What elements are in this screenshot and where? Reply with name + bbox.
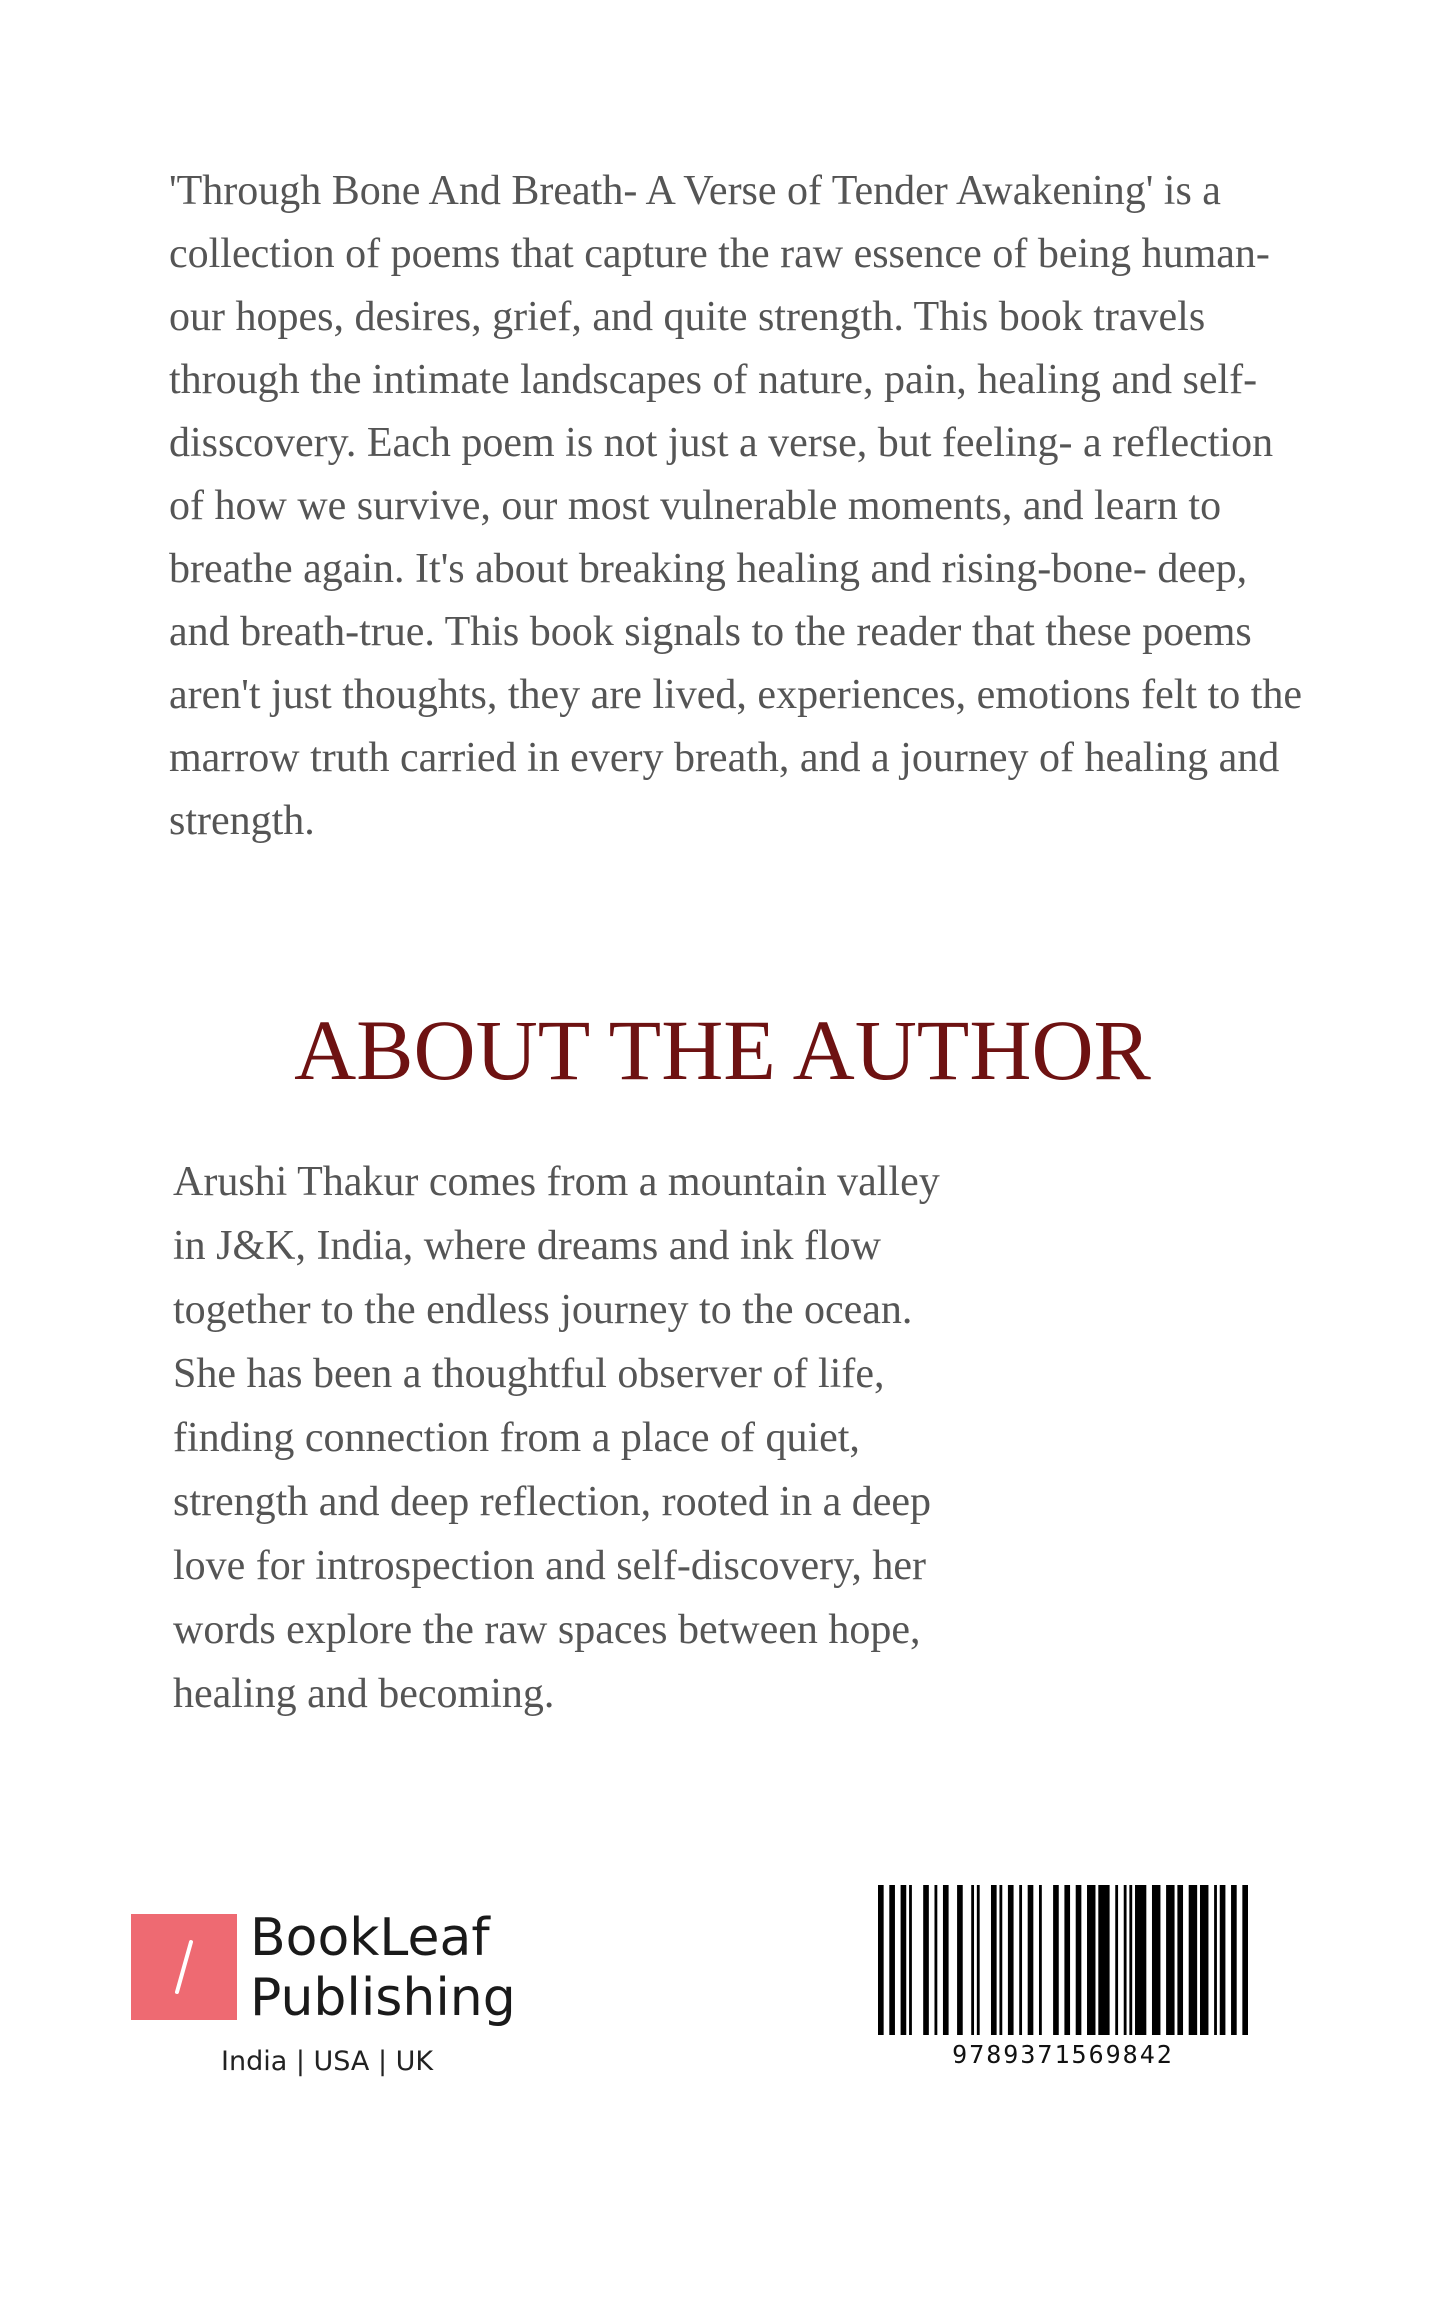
slash-logo-icon <box>131 1914 237 2020</box>
barcode-bar <box>971 1885 974 2035</box>
barcode-bar <box>977 1885 980 2035</box>
barcode-bar <box>1177 1885 1183 2035</box>
barcode-bar <box>923 1885 929 2035</box>
barcode-bar <box>1242 1885 1248 2035</box>
barcode-bar <box>1076 1885 1082 2035</box>
barcode-bar <box>1028 1885 1034 2035</box>
barcode-bar <box>909 1885 912 2035</box>
barcode-bar <box>1008 1885 1014 2035</box>
barcode-bar <box>901 1885 907 2035</box>
barcode-bar <box>1166 1885 1174 2035</box>
barcode-bar <box>1124 1885 1127 2035</box>
publisher-name-line2: Publishing <box>250 1968 516 2028</box>
barcode-bar <box>1189 1885 1197 2035</box>
barcode-bar <box>1135 1885 1146 2035</box>
barcode-bar <box>1019 1885 1022 2035</box>
barcode-block <box>878 1885 1248 2069</box>
about-author-heading: ABOUT THE AUTHOR <box>294 1002 1151 1098</box>
barcode-bar <box>1098 1885 1109 2035</box>
barcode-bar <box>1220 1885 1226 2035</box>
publisher-regions: India | USA | UK <box>221 2046 434 2077</box>
barcode-bar <box>1129 1885 1132 2035</box>
publisher-block <box>131 1908 531 2084</box>
book-blurb: 'Through Bone And Breath- A Verse of Tender Awakening' is a collection of poems that capture the raw essence of being human- our hopes, desires, grief, and quite strength. This book travels through the intimate landscapes of nature, pain, healing and self-disscovery. Each poem is not just a verse, but feeling- a reflection of how we survive, our most vulnerable moments, and learn to breathe again. It's about breaking healing and rising-bone- deep, and breath-true. This book signals to the reader that these poems aren't just thoughts, they are lived, experiences, emotions felt to the marrow truth carried in every breath, and a journey of healing and strength. <box>169 168 1303 844</box>
barcode-bar <box>943 1885 949 2035</box>
barcode-bar <box>957 1885 963 2035</box>
barcode-bar <box>1214 1885 1217 2035</box>
barcode-bar <box>1200 1885 1208 2035</box>
publisher-name-line1: BookLeaf <box>250 1908 490 1968</box>
barcode-bar <box>1087 1885 1095 2035</box>
barcode-bar <box>889 1885 895 2035</box>
barcode-bar <box>1039 1885 1042 2035</box>
barcode-bar <box>878 1885 884 2035</box>
barcode-bar <box>999 1885 1002 2035</box>
isbn-number: 9789371569842 <box>952 2040 1174 2069</box>
author-bio: Arushi Thakur comes from a mountain valley in J&K, India, where dreams and ink flow together to the endless journey to the ocean. She has been a thoughtful observer of life, finding connection from a place of quiet, strength and deep reflection, rooted in a deep love for introspection and self-discovery, her words explore the raw spaces between hope, healing and becoming. <box>173 1159 940 1717</box>
barcode-bar <box>1064 1885 1070 2035</box>
barcode-bar <box>934 1885 937 2035</box>
barcode-bar <box>1115 1885 1118 2035</box>
publisher-name <box>250 1908 516 2028</box>
slash-logo-svg <box>131 1914 237 2020</box>
barcode-bar <box>1053 1885 1059 2035</box>
barcode-image <box>878 1885 1248 2035</box>
barcode-bar <box>1152 1885 1160 2035</box>
barcode-bar <box>1231 1885 1237 2035</box>
barcode-bar <box>991 1885 997 2035</box>
